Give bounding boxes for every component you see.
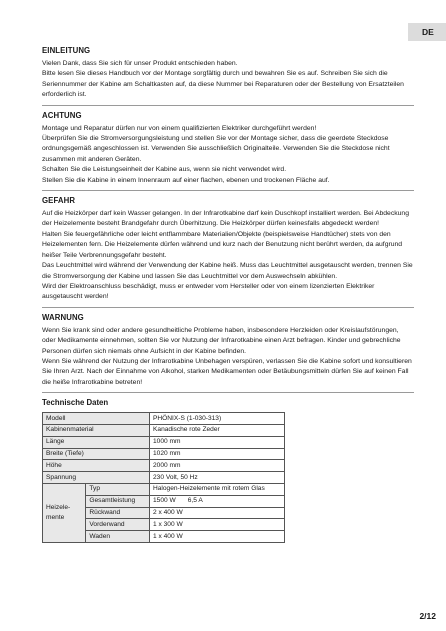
table-cell-label: Modell [43, 413, 150, 425]
table-row [43, 436, 285, 448]
value-current: 6,5 A [187, 497, 203, 505]
heading-achtung: ACHTUNG [42, 110, 82, 120]
table-cell-group-label: Heizele-mente [43, 483, 86, 542]
table-cell-label: Vorderwand [86, 519, 150, 531]
paragraph: Stellen Sie die Kabine in einem Innenraum auf einer flachen, ebenen und trockenen Fläche auf. [42, 176, 330, 184]
table-cell-value [150, 495, 285, 507]
table-row [43, 413, 285, 425]
heading-gefahr: GEFAHR [42, 196, 76, 206]
table-row [43, 460, 285, 472]
table-cell-value: 230 Volt, 50 Hz [150, 472, 285, 484]
table-cell-label: Höhe [43, 460, 150, 472]
table-cell-value: 1000 mm [150, 436, 285, 448]
paragraph: Montage und Reparatur dürfen nur von einem qualifizierten Elektriker durchgeführt werden! [42, 124, 317, 132]
table-cell-label: Waden [86, 531, 150, 543]
table-cell-value: Halogen-Heizelemente mit rotem Glas [150, 483, 285, 495]
table-cell-value: 1 x 300 W [150, 519, 285, 531]
heading-warnung: WARNUNG [42, 312, 84, 322]
paragraph: Halten Sie feuergefährliche oder leicht entflammbare Materialien/Objekte (beispielsweise Handtücher) stets von den Heizelementen fern. Die Heizelemente dürfen während und kurz nach der Benutzung nicht berührt werden, da aufgrund heißer Teile Verbrennungsgefahr besteht. [42, 230, 403, 259]
table-cell-label: Länge [43, 436, 150, 448]
table-row [43, 448, 285, 460]
section-warnung [42, 313, 414, 393]
table-cell-label: Rückwand [86, 507, 150, 519]
paragraph: Vielen Dank, dass Sie sich für unser Produkt entschieden haben. [42, 60, 238, 67]
table-row [43, 483, 285, 495]
paragraph: Wenn Sie während der Nutzung der Infrarotkabine Unbehagen verspüren, verlassen Sie die Kabine sofort und konsultieren Sie Ihren Arzt. Nach der Einnahme von Alkohol, starken Medikamenten oder Betäubungsmitteln dürfen Sie auf keinen Fall die heiße Infrarotkabine betreten! [42, 357, 412, 386]
tech-data-table [42, 412, 285, 543]
table-cell-value: Kanadische rote Zeder [150, 424, 285, 436]
table-cell-value: 2000 mm [150, 460, 285, 472]
section-einleitung [42, 46, 414, 106]
table-cell-label: Gesamtleistung [86, 495, 150, 507]
value-power: 1500 W [153, 497, 176, 505]
table-cell-value: 2 x 400 W [150, 507, 285, 519]
heading-einleitung: EINLEITUNG [42, 46, 91, 55]
page-number: 2/12 [419, 611, 436, 621]
table-cell-label: Typ [86, 483, 150, 495]
language-tab: DE [408, 23, 446, 41]
section-achtung [42, 111, 414, 191]
paragraph: Das Leuchtmittel wird während der Verwendung der Kabine heiß. Muss das Leuchtmittel ausgetauscht werden, trennen Sie die Stromversorgung der Kabine und lassen Sie das Leuchtmittel vor dem Auswechseln abkühlen. [42, 262, 413, 280]
paragraph: Wenn Sie krank sind oder andere gesundheitliche Probleme haben, insbesondere Herzleiden oder Kreislaufstörungen, oder Medikamente einnehmen, sollten Sie vor Nutzung der Infrarotkabine einen Arzt befragen. Kinder und gebrechliche Personen dürfen sich niemals ohne Aufsicht in der Kabine befinden. [42, 326, 401, 355]
table-cell-value: 1020 mm [150, 448, 285, 460]
table-cell-label: Kabinenmaterial [43, 424, 150, 436]
table-cell-value: PHÖNIX-S (1-030-313) [150, 413, 285, 425]
table-row [43, 472, 285, 484]
table-cell-value: 1 x 400 W [150, 531, 285, 543]
paragraph: Bitte lesen Sie dieses Handbuch vor der Montage sorgfältig durch und bewahren Sie es auf. Schreiben Sie sich die Seriennummer der Kabine am Schaltkasten auf, da diese Nummer bei Reparaturen oder der Bestellung von Ersatzteilen erforderlich ist. [42, 70, 404, 99]
document-body [42, 46, 414, 543]
paragraph: Auf die Heizkörper darf kein Wasser gelangen. In der Infrarotkabine darf kein Duschkopf installiert werden. Bei Abdeckung der Heizelemente besteht Brandgefahr durch Überhitzung. Die Heizkörper dürfen keinesfalls abgedeckt werden! [42, 210, 409, 228]
table-cell-label: Spannung [43, 472, 150, 484]
paragraph: Wird der Elektroanschluss beschädigt, muss er entweder vom Hersteller oder von einem lizenzierten Elektriker ausgetauscht werden! [42, 282, 375, 301]
paragraph: Schalten Sie die Leistungseinheit der Kabine aus, wenn sie nicht verwendet wird. [42, 166, 287, 174]
section-gefahr [42, 196, 414, 308]
table-cell-label: Breite (Tiefe) [43, 448, 150, 460]
tech-data-title: Technische Daten [42, 398, 109, 408]
paragraph: Überprüfen Sie die Stromversorgungsleistung und stellen Sie vor der Montage sicher, dass die geerdete Steckdose ordnungsgemäß angeschlossen ist. Verwenden Sie ausschließlich Originalteile. Verwenden Sie die Steckdose nicht zusammen mit anderen Geräten. [42, 135, 390, 163]
table-row [43, 424, 285, 436]
